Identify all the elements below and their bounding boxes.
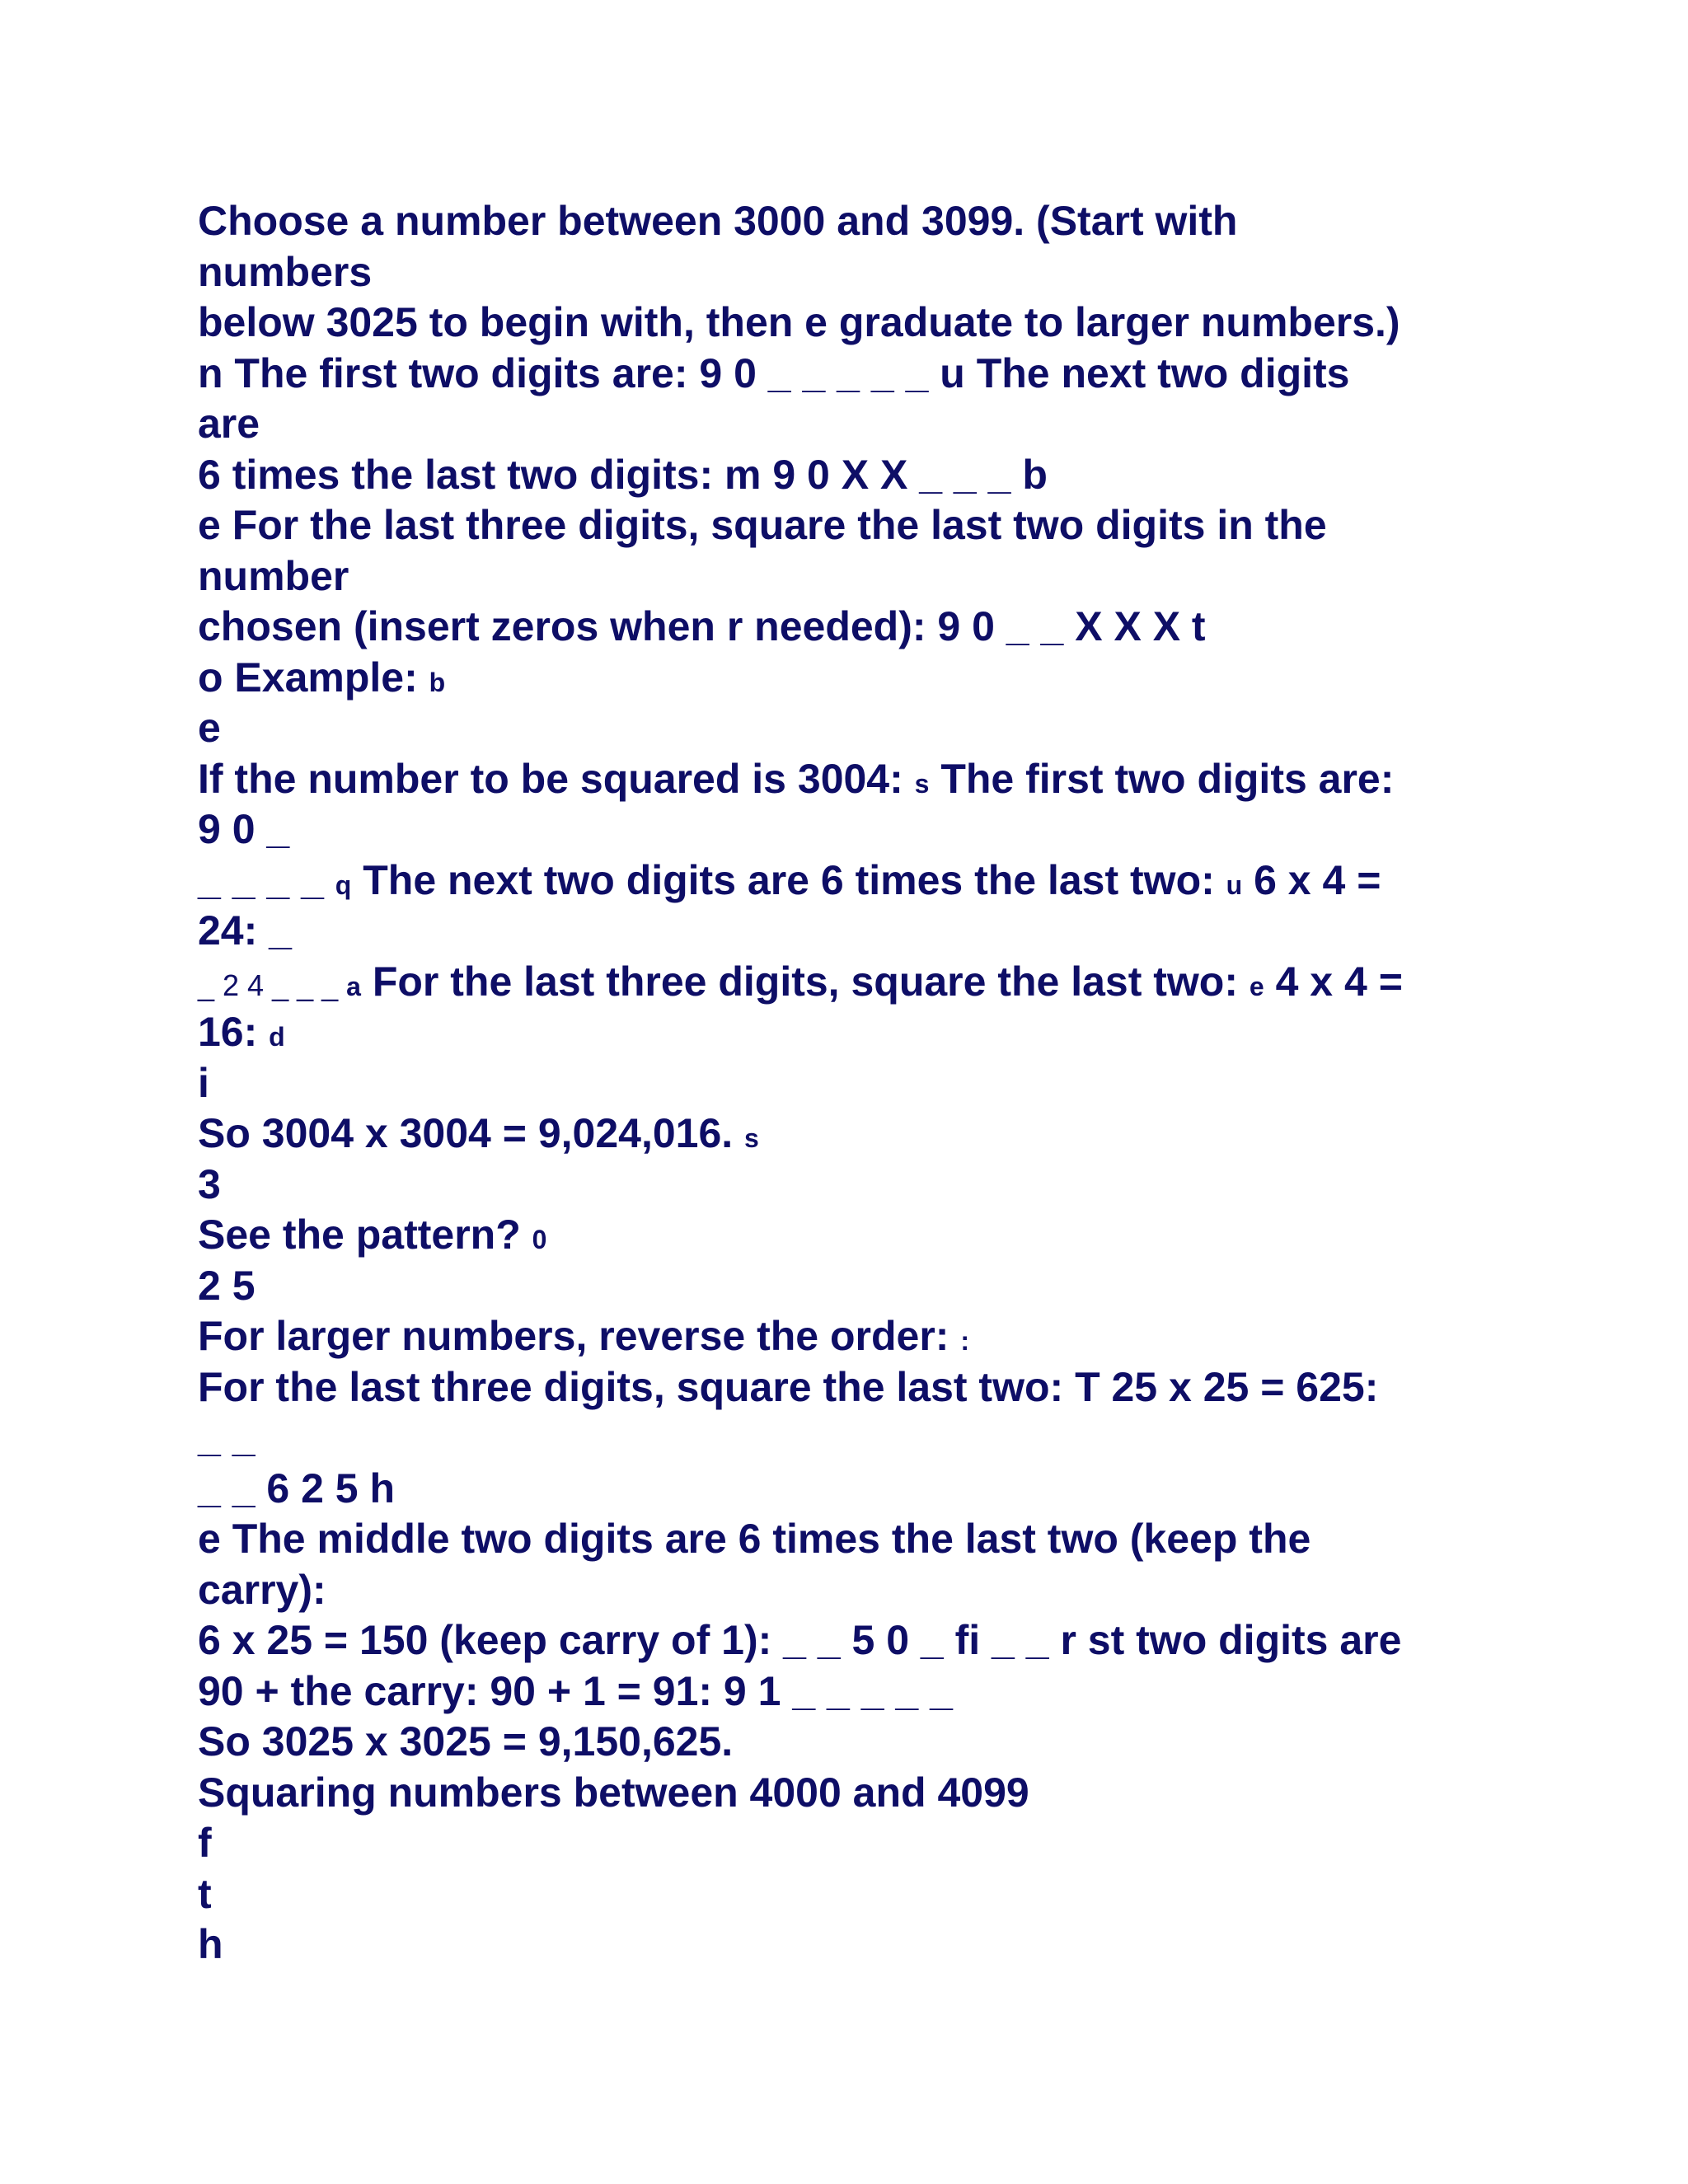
text-line — [198, 1261, 1533, 1312]
text-segment: So 3025 x 3025 = 9,150,625. — [198, 1718, 734, 1765]
text-segment: The next two digits are 6 times the last two: — [351, 856, 1226, 903]
text-segment: e — [1249, 971, 1264, 1001]
text-segment: 9 0 _ — [198, 806, 290, 852]
text-segment: t — [198, 1870, 212, 1917]
text-line — [198, 1413, 1533, 1464]
text-line — [198, 551, 1533, 602]
text-segment: So 3004 x 3004 = 9,024,016. — [198, 1110, 745, 1156]
text-line — [198, 1565, 1533, 1616]
text-line — [198, 1818, 1533, 1869]
text-line — [198, 1311, 1533, 1362]
text-segment: carry): — [198, 1566, 326, 1613]
text-line — [198, 957, 1533, 1008]
text-segment: If the number to be squared is 3004: — [198, 755, 915, 802]
text-segment: e The middle two digits are 6 times the last two (keep the — [198, 1516, 1311, 1562]
text-segment: : — [960, 1326, 969, 1356]
text-segment: below 3025 to begin with, then e graduate to larger numbers.) — [198, 299, 1400, 345]
text-line — [198, 500, 1533, 551]
text-segment: o Example: — [198, 654, 429, 701]
text-line — [198, 1615, 1533, 1666]
text-segment: 4 x 4 = — [1264, 958, 1403, 1005]
text-segment: number — [198, 552, 349, 599]
text-segment: b — [429, 667, 446, 697]
text-line — [198, 298, 1533, 349]
text-segment: numbers — [198, 248, 373, 295]
text-segment: f — [198, 1820, 212, 1866]
text-line — [198, 754, 1533, 805]
text-segment: e — [198, 705, 221, 751]
text-segment: Squaring numbers between 4000 and 4099 — [198, 1769, 1029, 1816]
text-segment: 6 x 4 = — [1242, 856, 1381, 903]
text-line — [198, 1464, 1533, 1515]
text-segment: i — [198, 1059, 209, 1106]
text-segment: s — [914, 768, 930, 799]
text-segment: s — [744, 1123, 759, 1153]
text-line — [198, 247, 1533, 298]
text-segment: n The first two digits are: 9 0 _ _ _ _ _ u The next two digits — [198, 349, 1350, 396]
text-line — [198, 1666, 1533, 1718]
text-line — [198, 1717, 1533, 1768]
text-segment: h — [198, 1921, 223, 1967]
text-segment: _ 2 4 _ _ _ — [198, 968, 347, 1002]
text-line — [198, 1869, 1533, 1920]
text-segment: 6 times the last two digits: m 9 0 X X _ _ _ b — [198, 451, 1048, 498]
text-segment: Choose a number between 3000 and 3099. (Start with — [198, 198, 1238, 244]
text-line — [198, 602, 1533, 653]
text-line — [198, 399, 1533, 450]
text-segment: 90 + the carry: 90 + 1 = 91: 9 1 _ _ _ _ _ — [198, 1667, 953, 1714]
text-line — [198, 1919, 1533, 1971]
text-line — [198, 1108, 1533, 1160]
text-segment: _ _ 6 2 5 h — [198, 1465, 396, 1511]
text-segment: For the last three digits, square the last two: — [360, 958, 1250, 1005]
text-line — [198, 1210, 1533, 1261]
text-line — [198, 653, 1533, 704]
text-line — [198, 1058, 1533, 1109]
text-segment: u — [1226, 869, 1243, 900]
text-segment: 6 x 25 = 150 (keep carry of 1): _ _ 5 0 _ fi _ _ r st two digits are — [198, 1617, 1402, 1663]
text-line — [198, 349, 1533, 400]
text-segment: a — [346, 971, 361, 1001]
text-line — [198, 196, 1533, 247]
text-segment: 16: — [198, 1009, 270, 1055]
text-segment: q — [335, 869, 352, 900]
text-segment: 24: _ — [198, 907, 292, 954]
text-segment: The first two digits are: — [929, 755, 1395, 802]
text-line — [198, 1160, 1533, 1211]
text-line — [198, 450, 1533, 501]
text-segment: For the last three digits, square the last two: T 25 x 25 = 625: — [198, 1363, 1379, 1410]
text-line — [198, 1362, 1533, 1413]
text-segment: 0 — [532, 1225, 547, 1254]
text-segment: _ _ — [198, 1414, 256, 1460]
text-line — [198, 703, 1533, 754]
text-segment: 3 — [198, 1160, 221, 1207]
text-segment: d — [269, 1022, 285, 1052]
text-line — [198, 1514, 1533, 1565]
text-segment: e For the last three digits, square the last two digits in the — [198, 502, 1327, 548]
text-segment: 2 5 — [198, 1262, 256, 1309]
text-segment: See the pattern? — [198, 1212, 532, 1258]
document-page — [198, 196, 1533, 1971]
text-segment: chosen (insert zeros when r needed): 9 0 _ _ X X X t — [198, 603, 1206, 649]
text-segment: _ _ _ _ — [198, 856, 335, 903]
text-segment: For larger numbers, reverse the order: — [198, 1313, 961, 1359]
text-segment: are — [198, 401, 260, 447]
text-line — [198, 906, 1533, 957]
text-line — [198, 1007, 1533, 1058]
text-line — [198, 804, 1533, 855]
text-line — [198, 855, 1533, 907]
text-line — [198, 1768, 1533, 1819]
